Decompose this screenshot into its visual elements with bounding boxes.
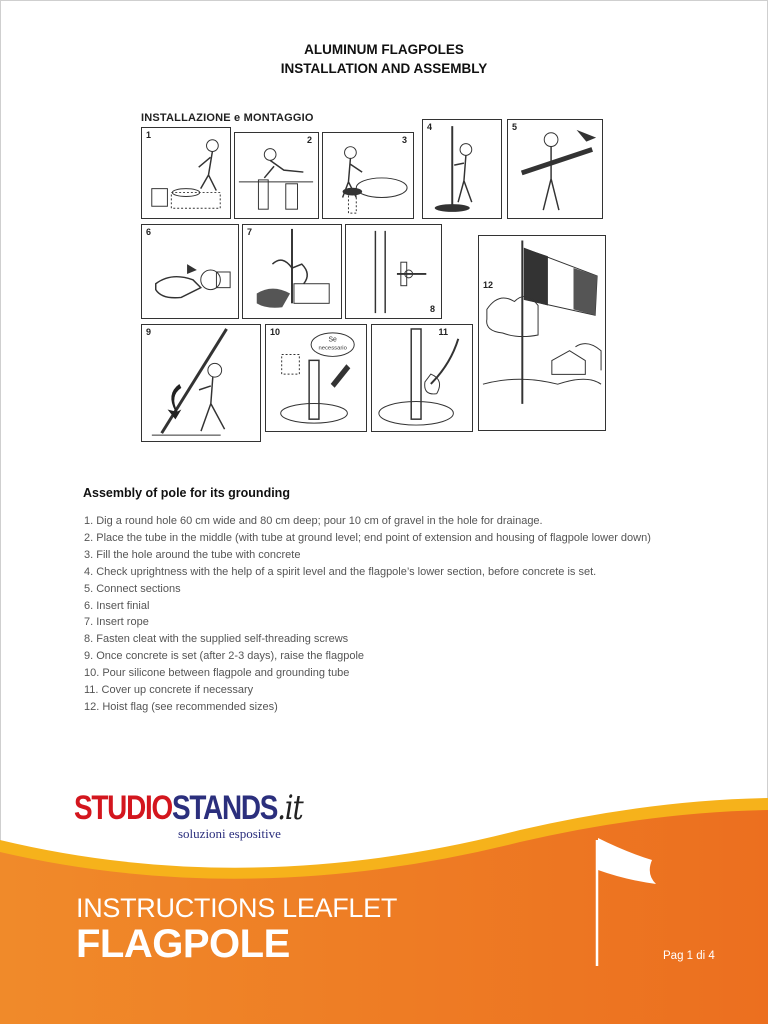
document-title <box>0 40 768 78</box>
logo-suffix: .it <box>277 788 303 828</box>
callout-text-line-1: Se <box>328 336 337 344</box>
page-number: Pag 1 di 4 <box>663 950 715 962</box>
panel-11 <box>371 324 473 432</box>
panel-number: 11 <box>438 327 448 337</box>
panel-number: 10 <box>270 327 281 337</box>
connect-sections-drawing <box>508 120 602 218</box>
logo-studio: STUDIO <box>74 789 172 827</box>
step-item: 4. Check uprightness with the help of a spirit level and the flagpole’s lower section, before concrete is set. <box>84 565 597 578</box>
panel-number: 1 <box>146 130 152 140</box>
panel-number: 2 <box>306 135 312 145</box>
panel-7 <box>242 224 342 319</box>
step-item: 1. Dig a round hole 60 cm wide and 80 cm deep; pour 10 cm of gravel in the hole for drainage. <box>84 515 543 527</box>
panel-number: 3 <box>401 135 407 145</box>
step-item: 5. Connect sections <box>84 582 181 595</box>
assembly-heading: Assembly of pole for its grounding <box>83 486 290 500</box>
digging-figure-drawing <box>142 128 230 218</box>
installation-illustration <box>135 107 635 447</box>
cover-concrete-drawing <box>372 325 472 431</box>
step-item: 8. Fasten cleat with the supplied self-threading screws <box>84 633 349 646</box>
panel-10 <box>265 324 367 432</box>
panel-number: 9 <box>146 327 152 337</box>
panel-12 <box>478 235 606 431</box>
tube-placement-drawing <box>235 133 318 218</box>
raise-flagpole-drawing <box>142 325 260 441</box>
insert-rope-drawing <box>243 225 341 318</box>
panel-2 <box>234 132 319 219</box>
panel-1 <box>141 127 231 219</box>
hoisted-flag-drawing <box>479 236 605 430</box>
logo-wordmark <box>74 788 302 828</box>
panel-number: 4 <box>427 122 433 132</box>
logo-tagline: soluzioni espositive <box>178 826 281 841</box>
step-item: 2. Place the tube in the middle (with tube at ground level; end point of extension and housing of flagpole lower down) <box>84 531 651 544</box>
panel-number: 6 <box>146 227 152 237</box>
step-item: 9. Once concrete is set (after 2-3 days), raise the flagpole <box>84 650 365 663</box>
panel-number: 5 <box>512 122 518 132</box>
leaflet-title: FLAGPOLE <box>76 922 290 966</box>
insert-finial-drawing <box>142 225 238 318</box>
panel-5 <box>507 119 603 219</box>
logo-stands: STANDS <box>171 789 278 827</box>
step-item: 11. Cover up concrete if necessary <box>84 684 254 697</box>
illustration-heading: INSTALLAZIONE e MONTAGGIO <box>141 112 314 124</box>
assembly-steps-list <box>84 513 651 716</box>
leaflet-label: INSTRUCTIONS LEAFLET <box>76 893 398 923</box>
panel-8 <box>345 224 442 319</box>
panel-number: 8 <box>429 304 435 314</box>
step-item: 6. Insert finial <box>84 599 150 612</box>
panel-4 <box>422 119 502 219</box>
panel-3 <box>322 132 414 219</box>
title-line-2: INSTALLATION AND ASSEMBLY <box>280 61 488 76</box>
fasten-cleat-drawing <box>346 225 441 318</box>
title-line-1: ALUMINUM FLAGPOLES <box>304 42 464 57</box>
step-item: 10. Pour silicone between flagpole and grounding tube <box>84 667 350 680</box>
pour-silicone-drawing <box>266 325 366 431</box>
panel-6 <box>141 224 239 319</box>
studiostands-logo <box>74 788 374 841</box>
level-check-drawing <box>423 120 501 218</box>
step-item: 12. Hoist flag (see recommended sizes) <box>84 700 278 713</box>
panel-number: 7 <box>247 227 253 237</box>
panel-9 <box>141 324 261 442</box>
step-item: 3. Fill the hole around the tube with concrete <box>84 548 301 561</box>
panel-number: 12 <box>483 280 494 290</box>
step-item: 7. Insert rope <box>84 616 149 629</box>
concrete-filling-drawing <box>323 133 413 218</box>
callout-text-line-2: necessario <box>318 345 347 352</box>
